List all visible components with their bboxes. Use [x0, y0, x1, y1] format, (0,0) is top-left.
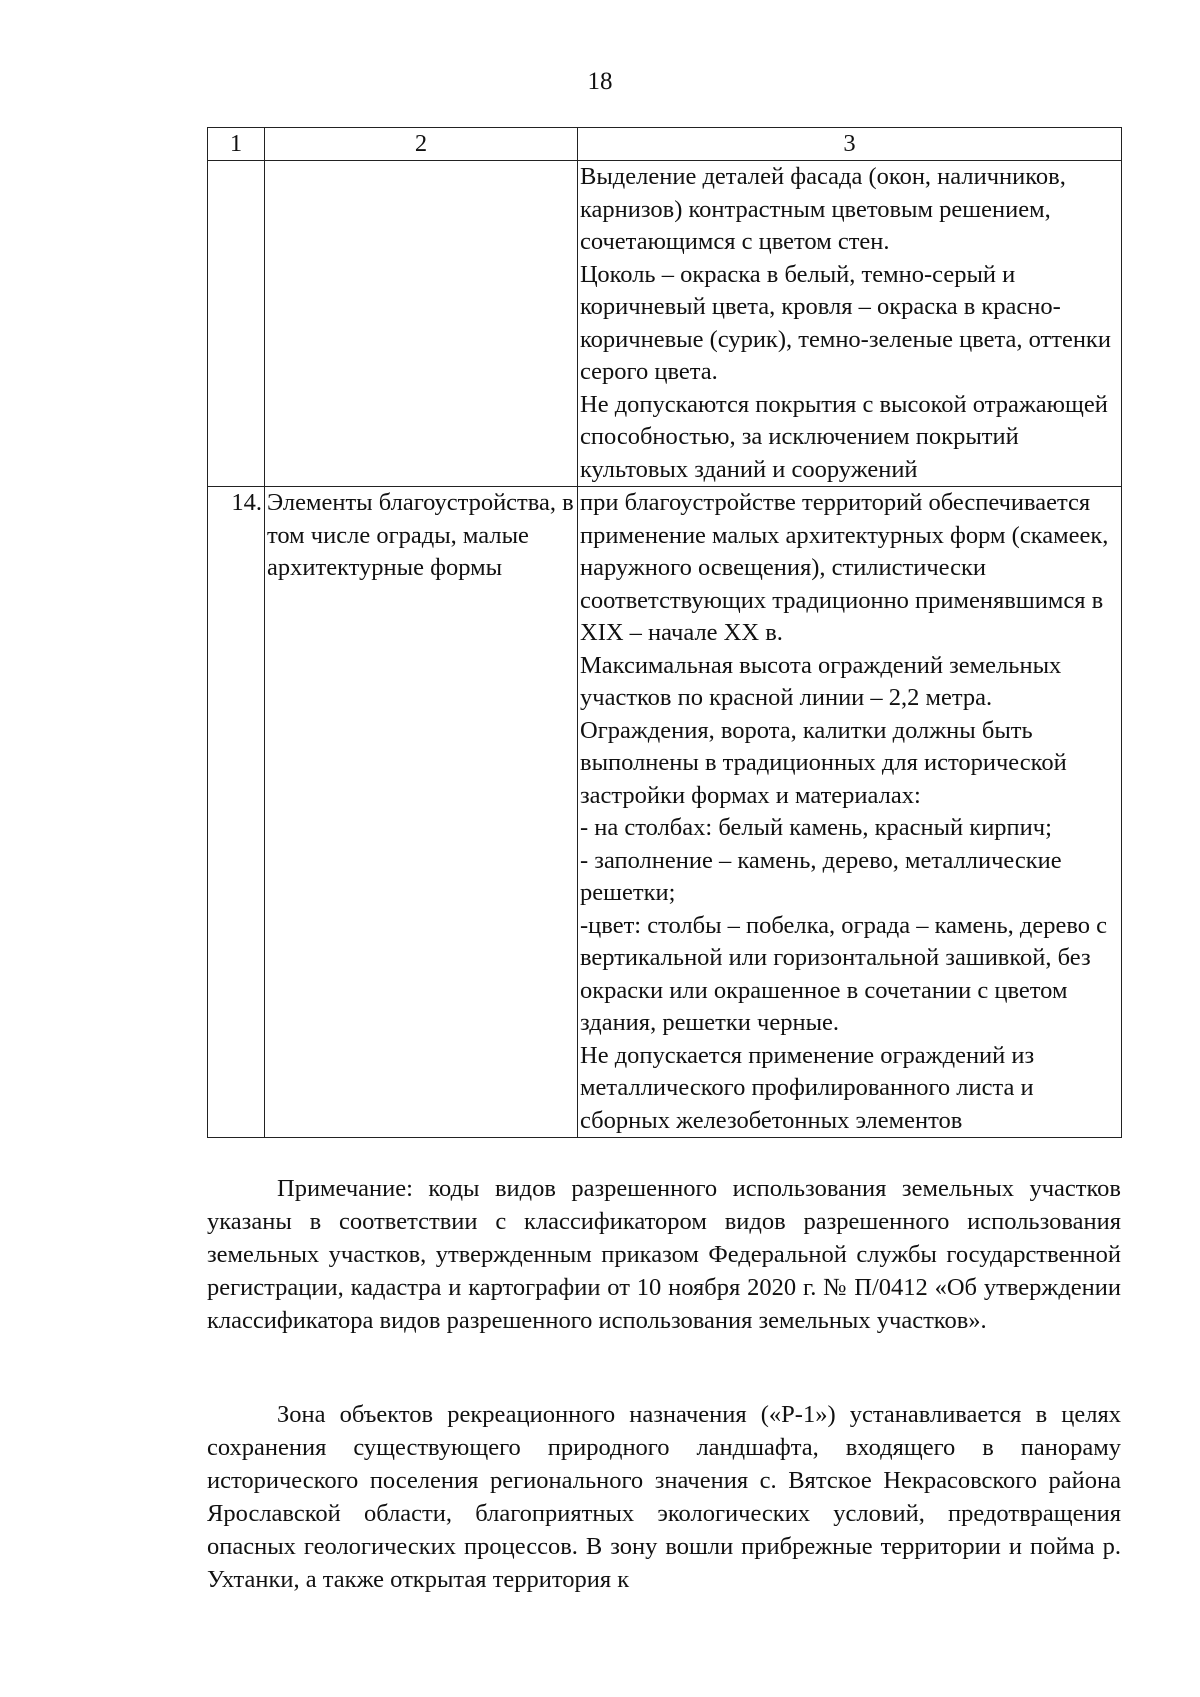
zone-description: Зона объектов рекреационного назначения («Р-1») устанавливается в целях сохранения существующего природного ландшафта, входящего в панораму исторического поселения регионального значения с. Вятское Некрасовского района Ярославской области, благоприятных экологических условий, предотвращения опасных геологических процессов. В зону вошли прибрежные территории и пойма р. Ухтанки, а также открытая территория к — [207, 1401, 1121, 1593]
table-row — [208, 161, 1122, 487]
requirement-paragraph: Не допускается применение ограждений из металлического профилированного листа и сборных железобетонных элементов — [580, 1041, 1035, 1134]
row-number: 14. — [208, 487, 265, 1138]
requirement-paragraph: Ограждения, ворота, калитки должны быть выполнены в традиционных для исторической застройки формах и материалах: — [580, 716, 1067, 809]
requirement-paragraph: Максимальная высота ограждений земельных участков по красной линии – 2,2 метра. — [580, 651, 1062, 711]
row-element: Элементы благоустройства, в том числе ограды, малые архитектурные формы — [265, 487, 578, 1138]
table-row — [208, 487, 1122, 1138]
requirement-paragraph: при благоустройстве территорий обеспечивается применение малых архитектурных форм (скамеек, наружного освещения), стилистически соответствующих традиционно применявшимся в XIX – начале XX в. — [580, 489, 1109, 646]
header-col-1: 1 — [208, 128, 265, 161]
requirement-paragraph: - на столбах: белый камень, красный кирпич; — [580, 814, 1052, 841]
requirement-paragraph: Не допускаются покрытия с высокой отражающей способностью, за исключением покрытий культовых зданий и сооружений — [580, 390, 1108, 483]
header-col-2: 2 — [265, 128, 578, 161]
requirement-paragraph: - заполнение – камень, дерево, металлические решетки; — [580, 846, 1062, 906]
table-header-row — [208, 128, 1122, 161]
row-requirements — [578, 161, 1122, 487]
header-col-3: 3 — [578, 128, 1122, 161]
requirement-paragraph: -цвет: столбы – побелка, ограда – камень, дерево с вертикальной или горизонтальной зашивкой, без окраски или окрашенное в сочетании с цветом здания, решетки черные. — [580, 911, 1108, 1036]
requirements-table — [207, 127, 1122, 1138]
table-note: Примечание: коды видов разрешенного использования земельных участков указаны в соответствии с классификатором видов разрешенного использования земельных участков, утвержденным приказом Федеральной службы государственной регистрации, кадастра и картографии от 10 ноября 2020 г. № П/0412 «Об утверждении классификатора видов разрешенного использования земельных участков». — [207, 1175, 1121, 1334]
row-element — [265, 161, 578, 487]
page-number: 18 — [587, 68, 613, 95]
requirement-paragraph: Выделение деталей фасада (окон, наличников, карнизов) контрастным цветовым решением, сочетающимся с цветом стен. — [580, 163, 1066, 255]
requirement-paragraph: Цоколь – окраска в белый, темно-серый и коричневый цвета, кровля – окраска в красно-коричневые (сурик), темно-зеленые цвета, оттенки серого цвета. — [580, 260, 1111, 385]
row-number — [208, 161, 265, 487]
row-requirements — [578, 487, 1122, 1138]
